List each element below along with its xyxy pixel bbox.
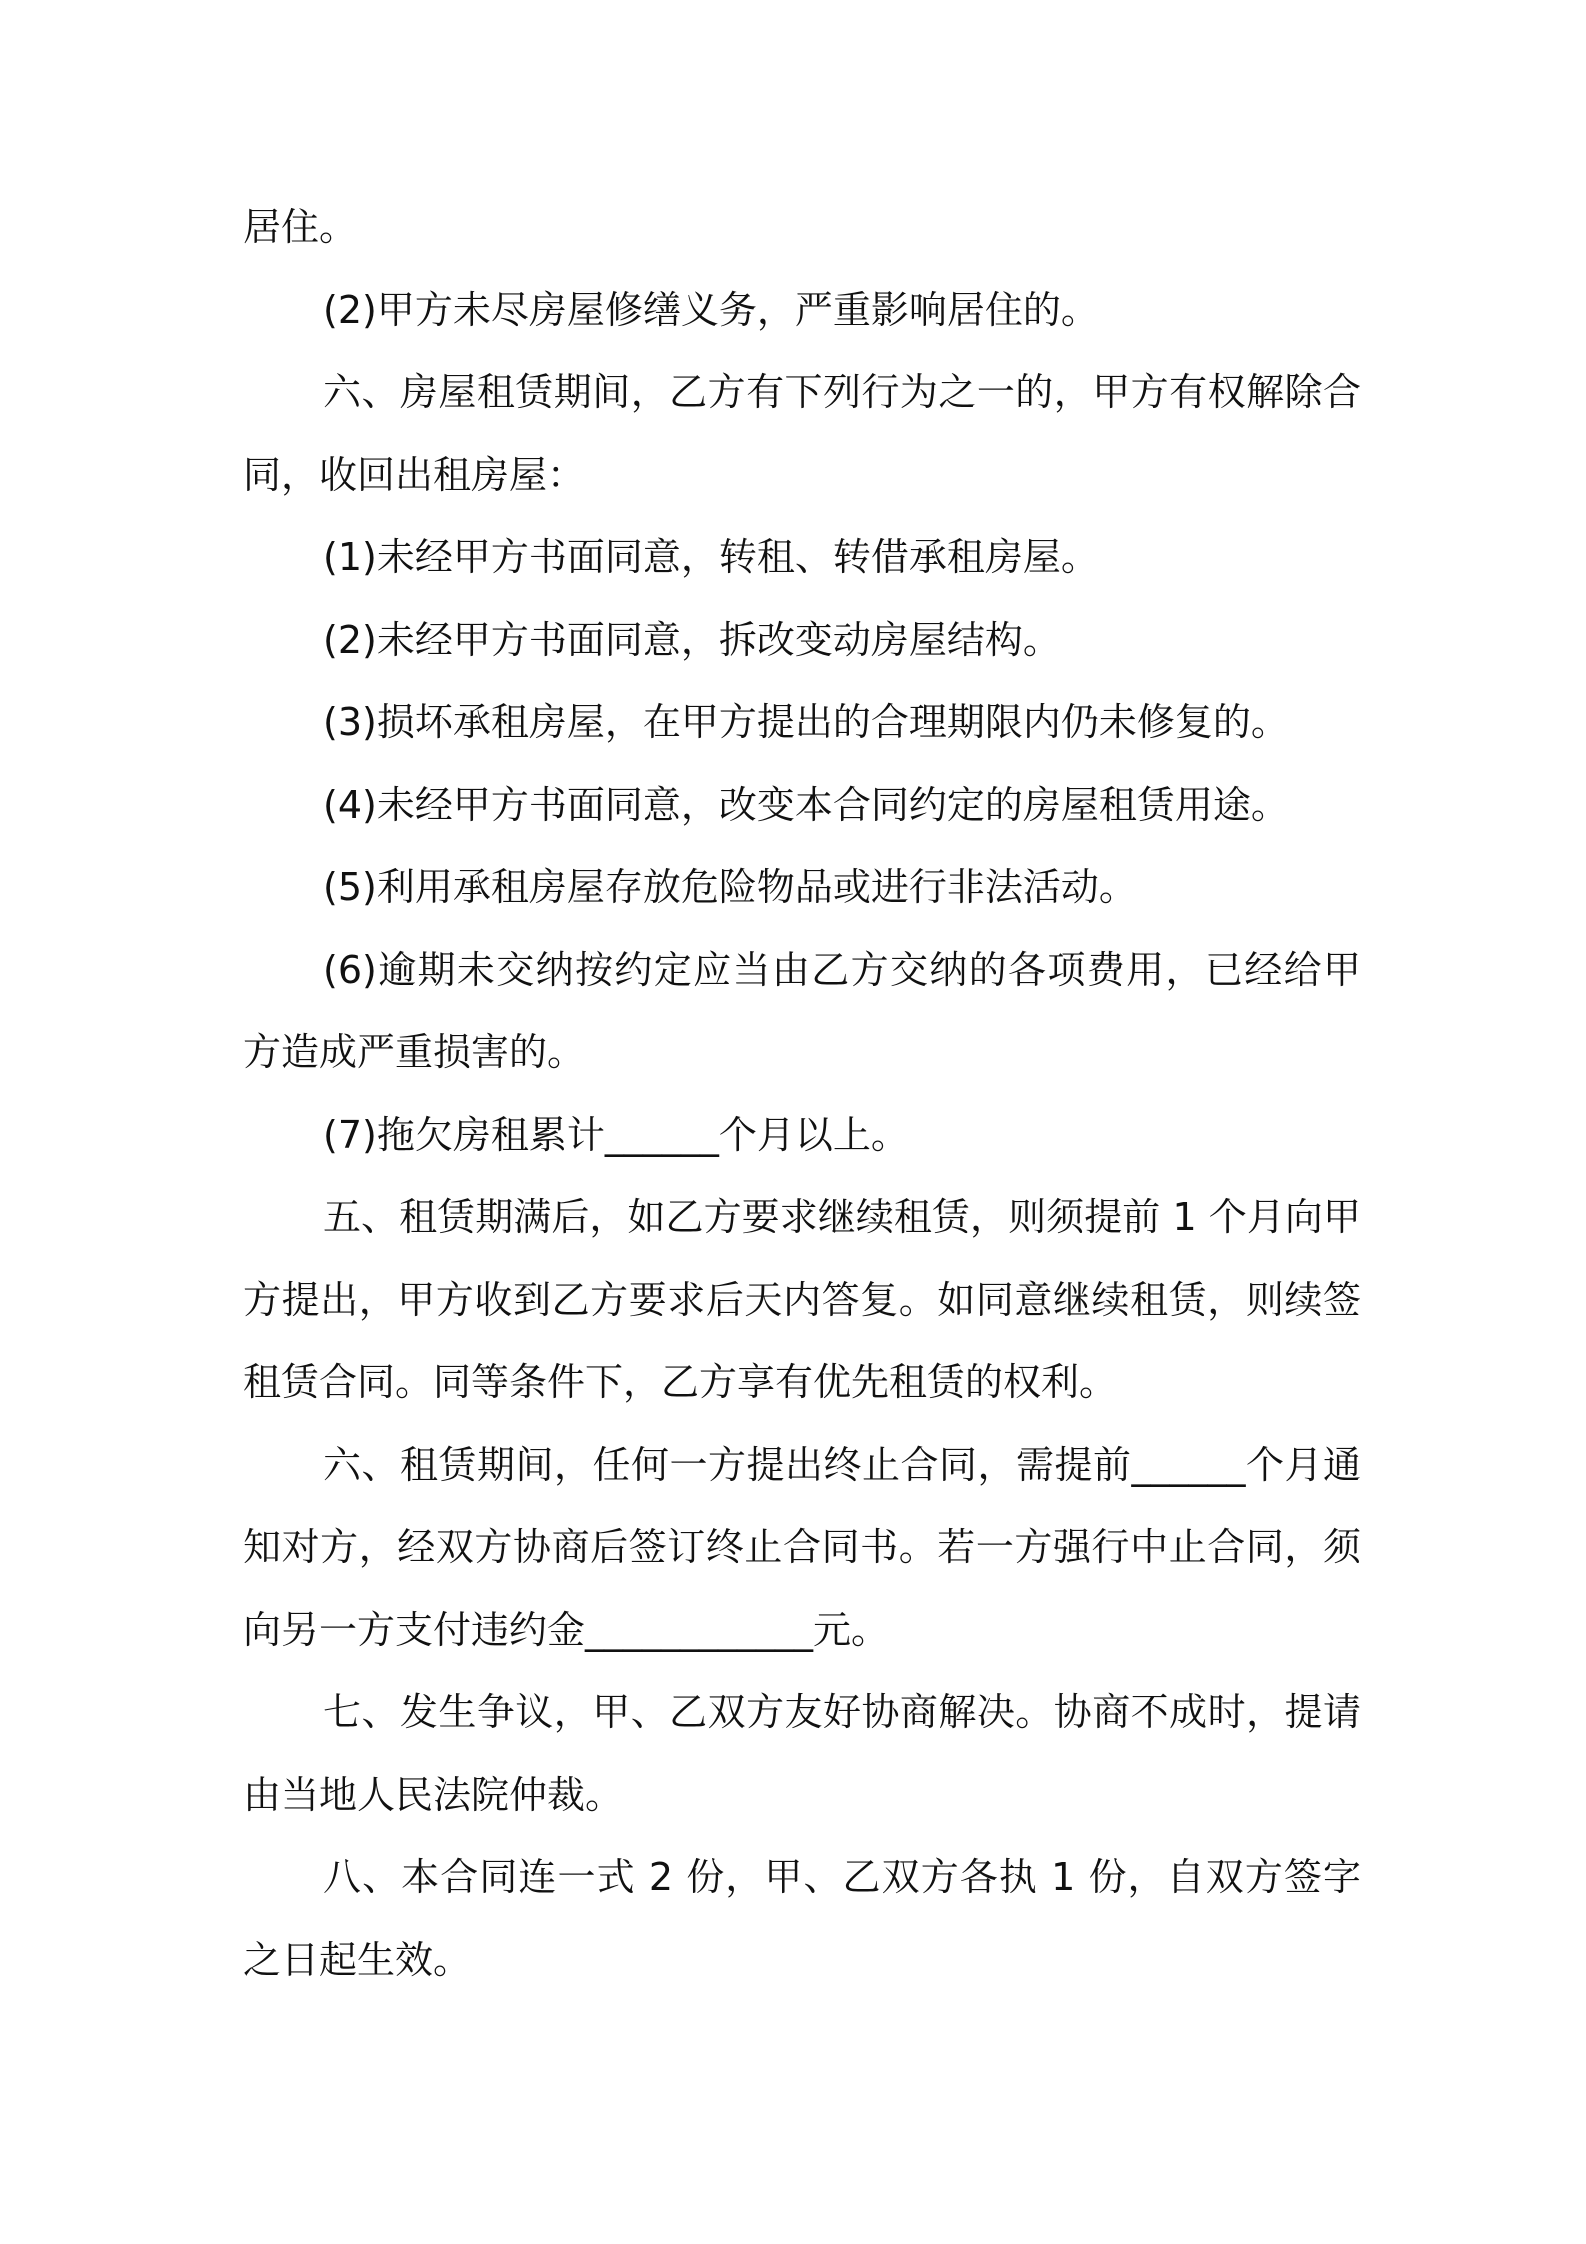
paragraph-section-8-copies: 八、本合同连一式 2 份，甲、乙双方各执 1 份，自双方签字之日起生效。	[243, 1855, 1361, 1982]
paragraph-section-6-early-termination: 六、租赁期间，任何一方提出终止合同，需提前______个月通知对方，经双方协商后签订终止合同书。若一方强行中止合同，须向另一方支付违约金____________元。	[243, 1442, 1361, 1652]
paragraph-item-3: (3)损坏承租房屋，在甲方提出的合理期限内仍未修复的。	[323, 700, 1289, 744]
paragraph-clause-2-repair: (2)甲方未尽房屋修缮义务，严重影响居住的。	[323, 287, 1099, 332]
paragraph-item-4: (4)未经甲方书面同意，改变本合同约定的房屋租赁用途。	[323, 782, 1289, 827]
paragraph-section-5-renewal: 五、租赁期满后，如乙方要求继续租赁，则须提前 1 个月向甲方提出，甲方收到乙方要求后天内答复。如同意继续租赁，则续签租赁合同。同等条件下，乙方享有优先租赁的权利。	[243, 1195, 1361, 1404]
paragraph-item-5: (5)利用承租房屋存放危险物品或进行非法活动。	[323, 865, 1137, 909]
paragraph-item-7: (7)拖欠房租累计______个月以上。	[323, 1112, 909, 1157]
paragraph-section-7-disputes: 七、发生争议，甲、乙双方友好协商解决。协商不成时，提请由当地人民法院仲裁。	[243, 1690, 1361, 1817]
paragraph-item-1: (1)未经甲方书面同意，转租、转借承租房屋。	[323, 535, 1099, 579]
paragraph-section-6-termination: 六、房屋租赁期间，乙方有下列行为之一的，甲方有权解除合同，收回出租房屋：	[243, 370, 1361, 497]
contract-body	[243, 186, 1361, 2001]
paragraph-item-6: (6)逾期未交纳按约定应当由乙方交纳的各项费用，已经给甲方造成严重损害的。	[243, 947, 1361, 1074]
paragraph-continuation: 居住。	[243, 205, 358, 249]
paragraph-item-2: (2)未经甲方书面同意，拆改变动房屋结构。	[323, 617, 1061, 662]
